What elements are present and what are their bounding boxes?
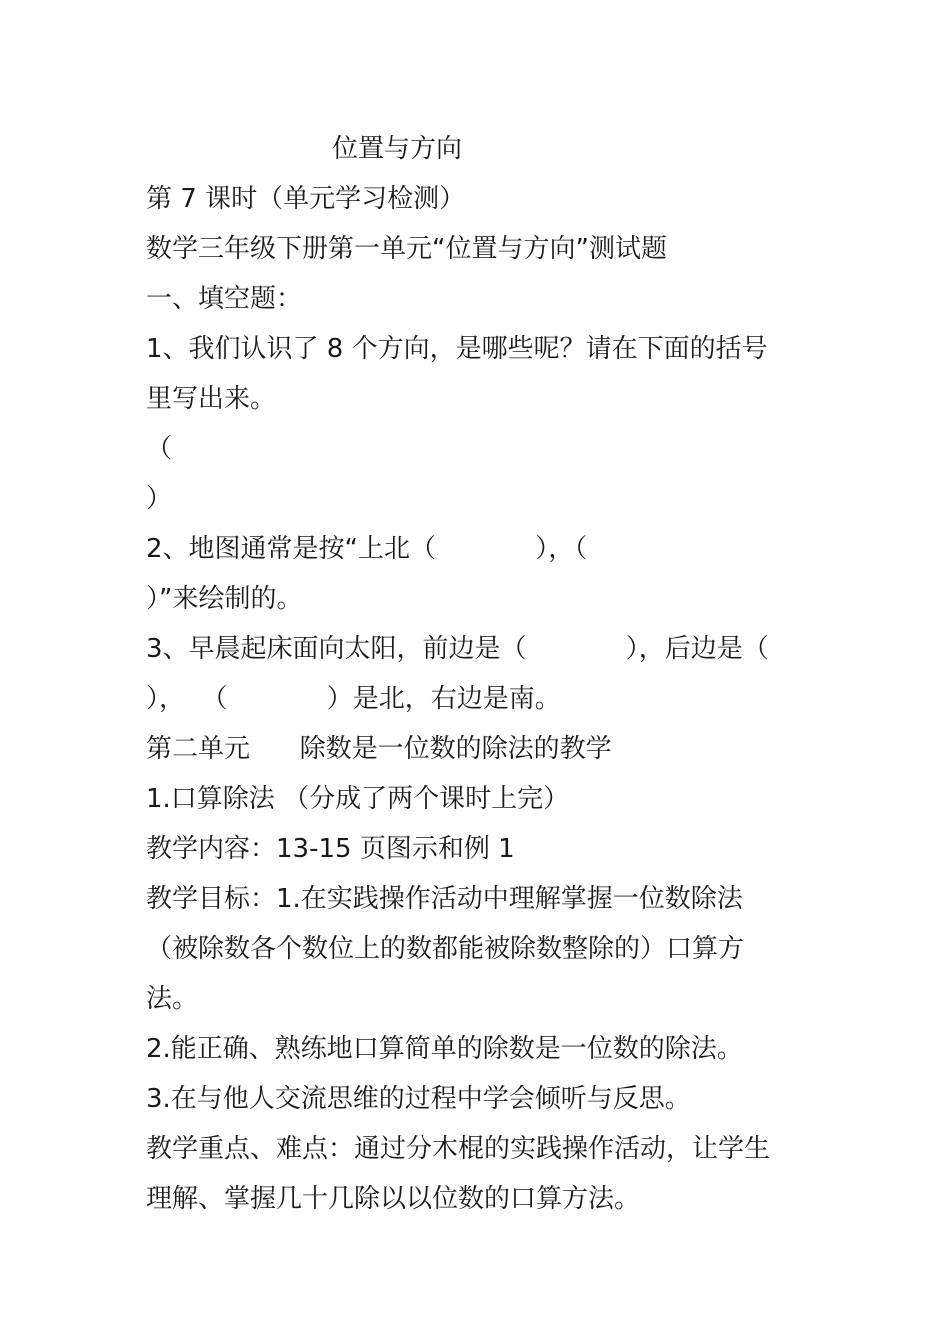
question-3: 3、早晨起床面向太阳，前边是（ ），后边是（ [146, 634, 769, 664]
teaching-goal-end: 法。 [146, 984, 199, 1014]
question-1: 1、我们认识了 8 个方向，是哪些呢？请在下面的括号 [146, 334, 768, 364]
teaching-content: 教学内容：13-15 页图示和例 1 [146, 834, 515, 864]
question-1-cont: 里写出来。 [146, 384, 277, 414]
lesson-heading: 第 7 课时（单元学习检测） [146, 184, 466, 214]
answer-bracket-open: （ [146, 434, 173, 464]
key-points-cont: 理解、掌握几十几除以以位数的口算方法。 [146, 1184, 641, 1214]
question-2: 2、地图通常是按“上北（ ），（ [146, 534, 588, 564]
goal-2: 2.能正确、熟练地口算简单的除数是一位数的除法。 [146, 1034, 743, 1064]
goal-3: 3.在与他人交流思维的过程中学会倾听与反思。 [146, 1084, 691, 1114]
teaching-goal-cont: （被除数各个数位上的数都能被除数整除的）口算方 [146, 934, 745, 964]
question-3-cont: ）， （ ）是北，右边是南。 [146, 684, 561, 714]
test-title: 数学三年级下册第一单元“位置与方向”测试题 [146, 234, 667, 264]
answer-bracket-close: ） [146, 484, 173, 514]
key-points: 教学重点、难点：通过分木棍的实践操作活动，让学生 [146, 1134, 771, 1164]
lesson-title: 1.口算除法 （分成了两个课时上完） [146, 784, 570, 814]
document-title: 位置与方向 [332, 134, 463, 164]
question-2-cont: ）”来绘制的。 [146, 584, 303, 614]
section-heading: 一、填空题： [146, 284, 303, 314]
unit-heading: 第二单元 除数是一位数的除法的教学 [146, 734, 612, 764]
teaching-goal: 教学目标：1.在实践操作活动中理解掌握一位数除法 [146, 884, 743, 914]
